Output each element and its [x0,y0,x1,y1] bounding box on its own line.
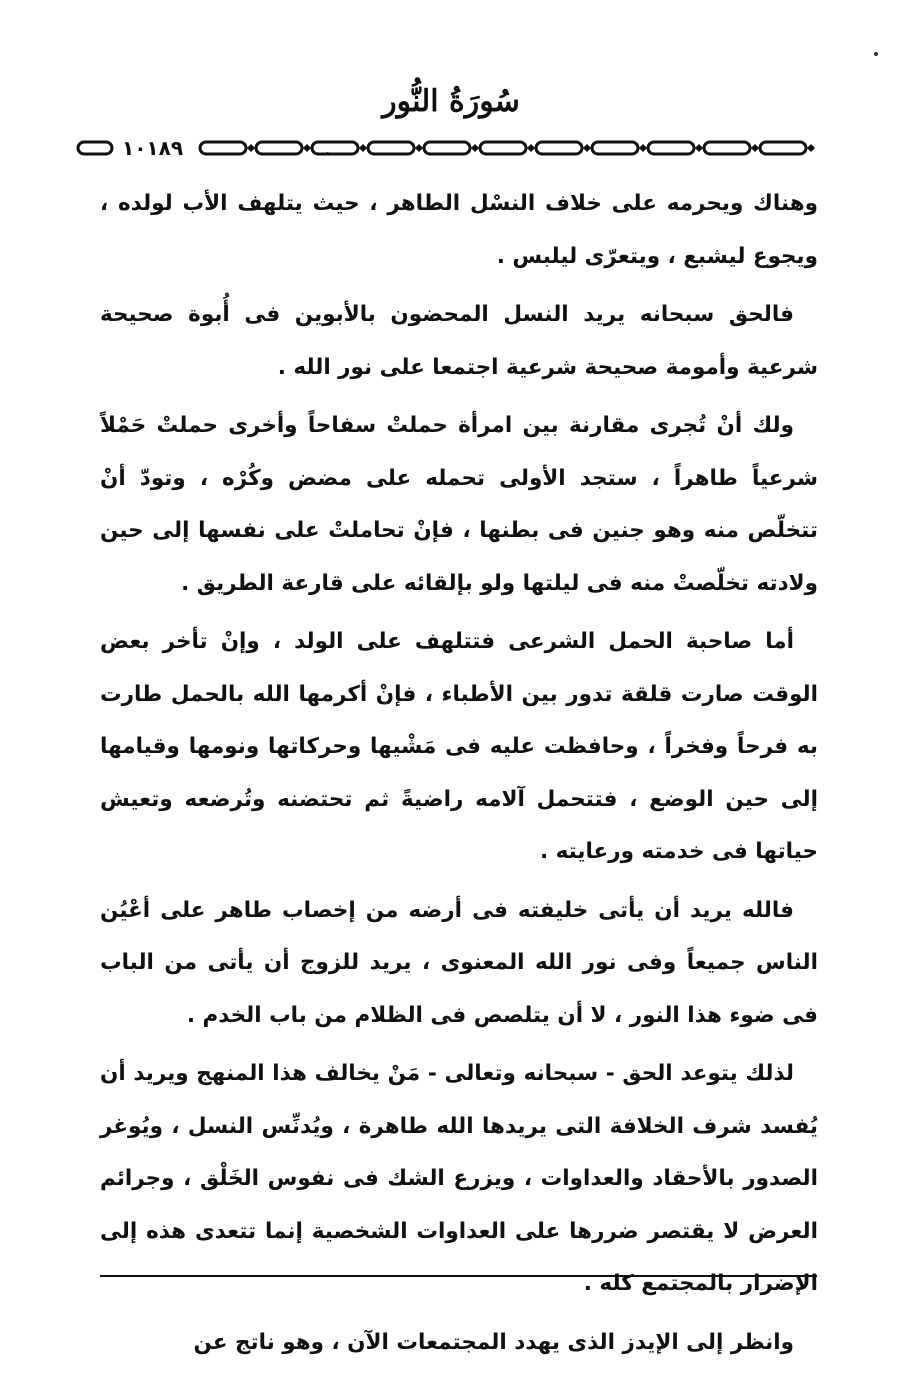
paragraph-2: فالحق سبحانه يريد النسل المحضون بالأبوين فى أُبوة صحيحة شرعية وأمومة صحيحة شرعية اجتمعا على نور الله . [100,302,818,380]
chain-diamond [247,144,255,152]
chain-link [312,142,358,154]
chain-link [368,142,414,154]
chain-diamond [583,144,591,152]
chain-diamond [751,144,759,152]
paragraph-4: أما صاحبة الحمل الشرعى فتتلهف على الولد ، وإنْ تأخر بعض الوقت صارت قلقة تدور بين الأطباء ، فإنْ أكرمها الله بالحمل طارت به فرحاً وفخراً ، وحافظت عليه فى مَشْيها وحركاتها ونومها وقيامها إلى حين الوضع ، فتتحمل آلامه راضيةً ثم تحتضنه وتُرضعه وتعيش حياتها فى خدمته ورعايته . [100,629,818,864]
chain-diamond [471,144,479,152]
main-text [100,178,818,1375]
paragraph-7: وانظر إلى الإيدز الذى يهدد المجتمعات الآن ، وهو ناتج عن [193,1329,794,1355]
paragraph-1: وهناك ويحرمه على خلاف النسْل الطاهر ، حيث يتلهف الأب لولده ، ويجوع ليشبع ، ويتعرّى ليلبس . [100,191,818,269]
chain-diamond [807,144,815,152]
paragraph-5: فالله يريد أن يأتى خليفته فى أرضه من إخصاب طاهر على أعْيُن الناس جميعاً وفى نور الله المعنوى ، يريد للزوج أن يأتى من الباب فى ضوء هذا النور ، لا أن يتلصص فى الظلام من باب الخدم . [100,897,818,1028]
chain-link [536,142,582,154]
chain-diamond [303,144,311,152]
paragraph-6: لذلك يتوعد الحق - سبحانه وتعالى - مَنْ يخالف هذا المنهج ويريد أن يُفسد شرف الخلافة التى يريدها الله طاهرة ، ويُدنِّس النسل ، ويُوغر الصدور بالأحقاد والعداوات ، ويزرع الشك فى نفوس الخَلْق ، وجرائم العرض لا يقتصر ضررها على العداوات الشخصية إنما تتعدى هذه إلى الإضرار بالمجتمع كله . [100,1061,818,1296]
surah-title: سُورَةُ النُّور [382,84,520,119]
chain-diamond [639,144,647,152]
footer-rule [100,1275,817,1277]
scan-speck [874,52,878,56]
ornament-chain-icon [72,128,842,168]
chain-diamond [415,144,423,152]
chain-diamond [359,144,367,152]
chain-link [78,142,112,154]
chain-link [760,142,806,154]
chain-link [200,142,246,154]
chain-diamond [527,144,535,152]
chain-link [256,142,302,154]
decorative-header-band [72,128,842,168]
page-number: ١٠١٨٩ [118,128,187,168]
paragraph-3: ولك أنْ تُجرى مقارنة بين امرأة حملتْ سفاحاً وأخرى حملتْ حَمْلاً شرعياً طاهراً ، ستجد الأولى تحمله على مضض وكُرْه ، وتودّ أنْ تتخلّص منه وهو جنين فى بطنها ، فإنْ تحاملتْ على نفسها إلى حين ولادته تخلّصتْ منه فى ليلتها ولو بإلقائه على قارعة الطريق . [100,413,818,596]
chain-link [648,142,694,154]
chain-link [480,142,526,154]
chain-link [592,142,638,154]
chain-link [704,142,750,154]
chain-diamond [695,144,703,152]
chain-link [424,142,470,154]
